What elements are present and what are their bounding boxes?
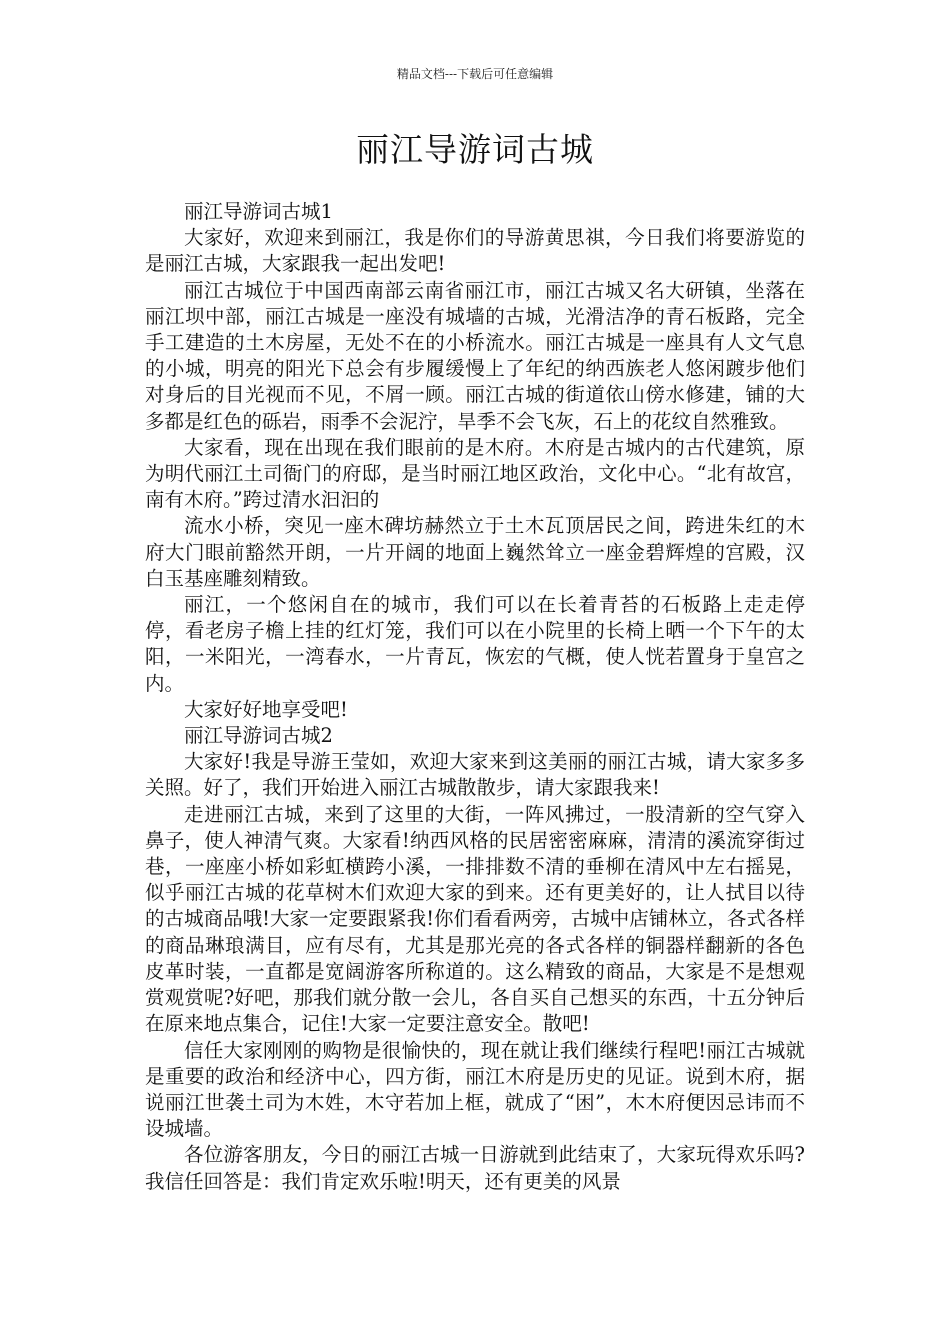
- document-title: 丽江导游词古城: [356, 130, 594, 169]
- paragraph: 流水小桥，突见一座木碑坊赫然立于土木瓦顶居民之间，跨进朱红的木府大门眼前豁然开朗，一片开阔的地面上巍然耸立一座金碧辉煌的宫殿，汉白玉基座雕刻精致。: [145, 514, 805, 590]
- paragraph: 大家看，现在出现在我们眼前的是木府。木府是古城内的古代建筑，原为明代丽江土司衙门的府邸，是当时丽江地区政治，文化中心。“北有故宫，南有木府。”跨过清水汩汩的: [145, 435, 805, 512]
- paragraph: 大家好，欢迎来到丽江，我是你们的导游黄思祺，今日我们将要游览的是丽江古城，大家跟我一起出发吧!: [145, 226, 805, 276]
- paragraph: 丽江古城位于中国西南部云南省丽江市，丽江古城又名大研镇，坐落在丽江坝中部，丽江古城是一座没有城墙的古城，光滑洁净的青石板路，完全手工建造的土木房屋，无处不在的小桥流水。丽江古城是一座具有人文气息的小城，明亮的阳光下总会有步履缓慢上了年纪的纳西族老人悠闲踱步他们对身后的目光视而不见，不屑一顾。丽江古城的街道依山傍水修建，铺的大多都是红色的砾岩，雨季不会泥泞，旱季不会飞灰，石上的花纹自然雅致。: [145, 278, 805, 433]
- section-heading-2: 丽江导游词古城2: [184, 724, 333, 748]
- paragraph: 走进丽江古城，来到了这里的大街，一阵风拂过，一股清新的空气穿入鼻子，使人神清气爽。大家看!纳西风格的民居密密麻麻，清清的溪流穿街过巷，一座座小桥如彩虹横跨小溪，一排排数不清的垂柳在清风中左右摇晃，似乎丽江古城的花草树木们欢迎大家的到来。还有更美好的，让人拭目以待的古城商品哦!大家一定要跟紧我!你们看看两旁，古城中店铺林立，各式各样的商品琳琅满目，应有尽有，尤其是那光亮的各式各样的铜器样翻新的各色皮革时装，一直都是宽阔游客所称道的。这么精致的商品，大家是不是想观赏观赏呢?好吧，那我们就分散一会儿，各自买自己想买的东西，十五分钟后在原来地点集合，记住!大家一定要注意安全。散吧!: [145, 802, 805, 1036]
- paragraph: 各位游客朋友，今日的丽江古城一日游就到此结束了，大家玩得欢乐吗?我信任回答是：我们肯定欢乐啦!明天，还有更美的风景: [145, 1143, 805, 1193]
- document-body: [145, 199, 805, 1195]
- paragraph: 大家好好地享受吧!: [184, 697, 348, 721]
- paragraph: 大家好!我是导游王莹如，欢迎大家来到这美丽的丽江古城，请大家多多关照。好了，我们开始进入丽江古城散散步，请大家跟我来!: [145, 750, 805, 800]
- section-heading-1: 丽江导游词古城1: [184, 200, 333, 223]
- paragraph: 丽江，一个悠闲自在的城市，我们可以在长着青苔的石板路上走走停停，看老房子檐上挂的红灯笼，我们可以在小院里的长椅上晒一个下午的太阳，一米阳光，一湾春水，一片青瓦，恢宏的气概，使人恍若置身于皇宫之内。: [145, 593, 805, 695]
- paragraph: 信任大家刚刚的购物是很愉快的，现在就让我们继续行程吧!丽江古城就是重要的政治和经济中心，四方街，丽江木府是历史的见证。说到木府，据说丽江世袭土司为木姓，木守若加上框，就成了“困”，木木府便因忌讳而不设城墙。: [145, 1038, 805, 1141]
- header-note: 精品文档---下载后可任意编辑: [396, 67, 554, 81]
